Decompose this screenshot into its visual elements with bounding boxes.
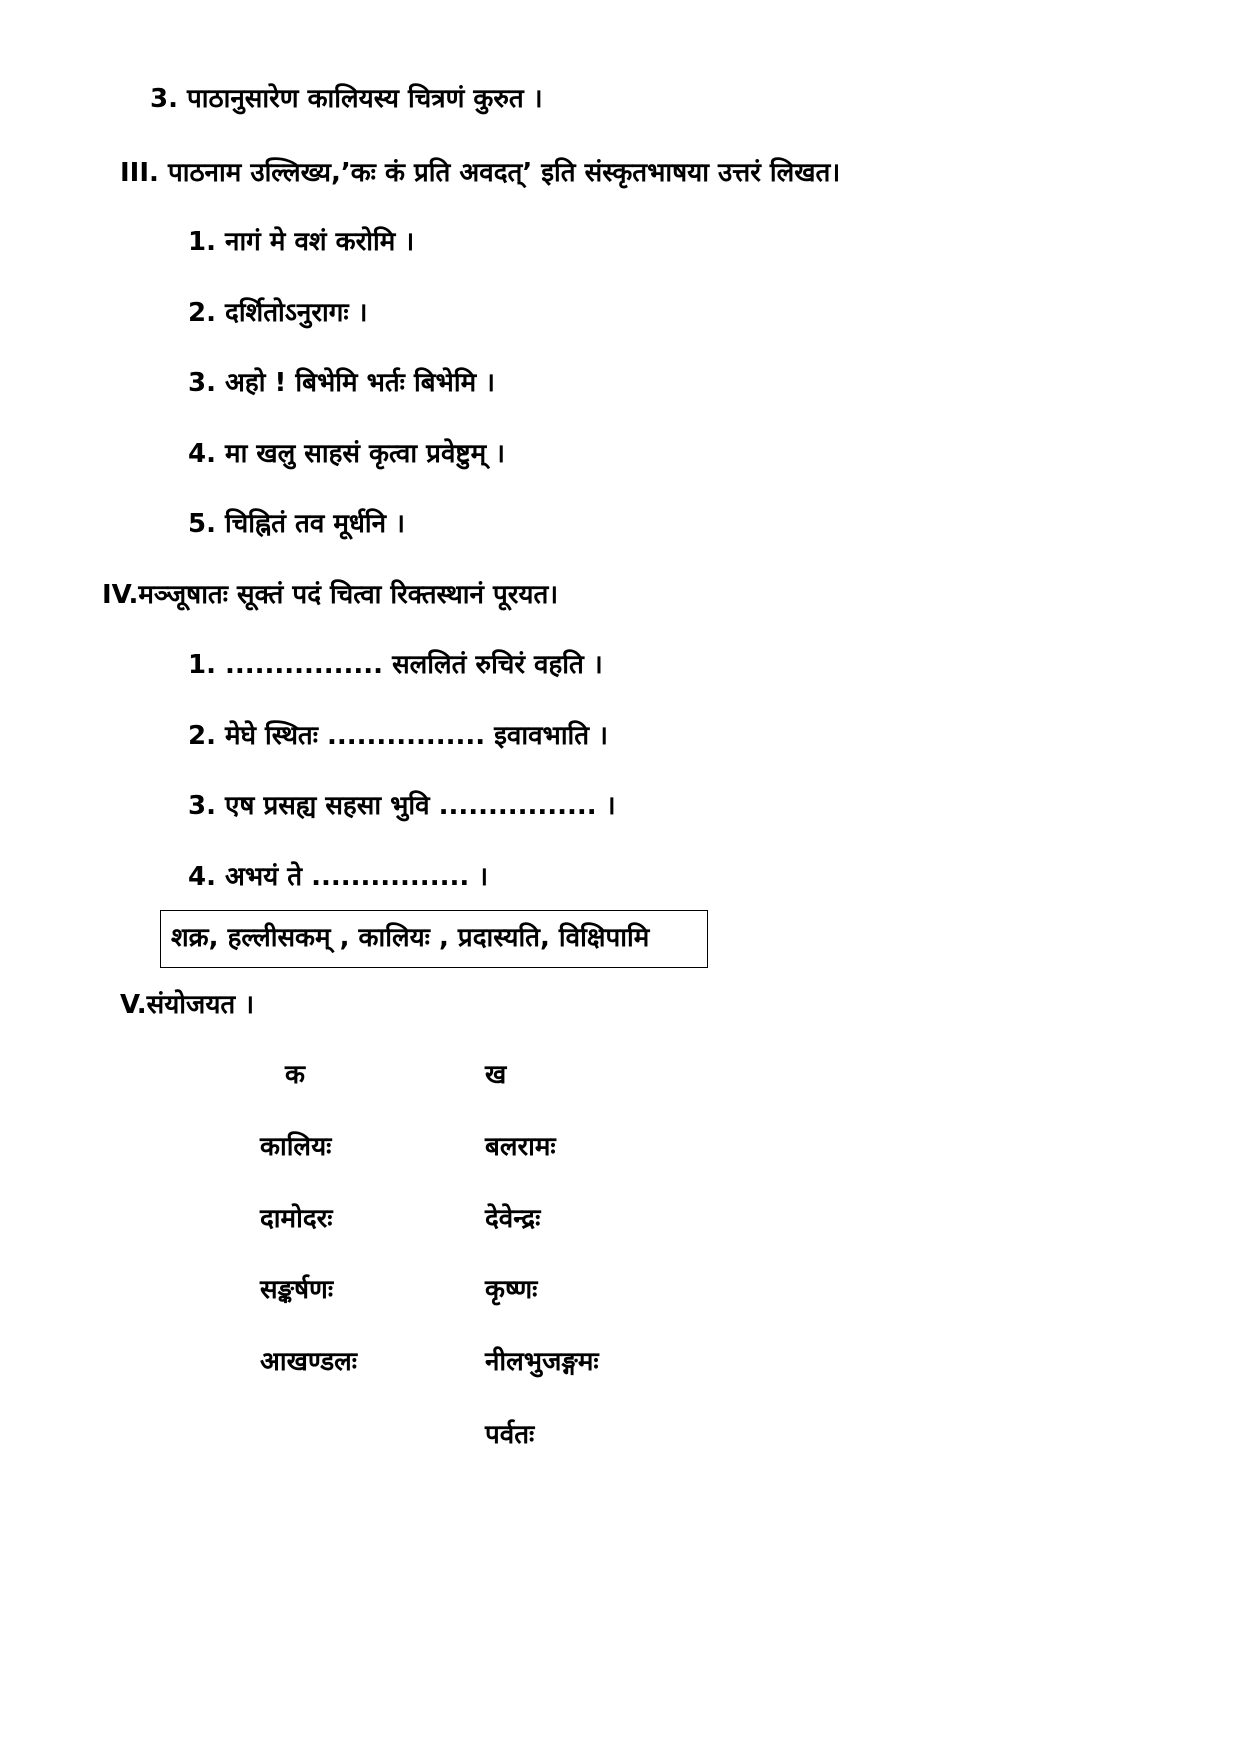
- section-4-item-2: 2. मेघे स्थितः ................ इवावभाति ।: [188, 721, 609, 751]
- column-b-item-3: कृष्णः: [485, 1275, 538, 1305]
- column-b-item-2: देवेन्द्रः: [485, 1204, 541, 1234]
- section-3-item-2: 2. दर्शितोऽनुरागः ।: [188, 298, 368, 328]
- word-box: [160, 910, 708, 968]
- section-4-item-4: 4. अभयं ते ................ ।: [188, 862, 489, 892]
- column-b-item-5: पर्वतः: [485, 1420, 535, 1450]
- section-3-item-5: 5. चिह्नितं तव मूर्धनि ।: [188, 509, 405, 539]
- question-3-item: 3. पाठानुसारेण कालियस्य चित्रणं कुरुत ।: [150, 84, 543, 114]
- column-a-item-3: सङ्कर्षणः: [260, 1275, 334, 1305]
- section-4-item-3: 3. एष प्रसह्य सहसा भुवि ................ ।: [188, 791, 616, 821]
- column-b-item-1: बलरामः: [485, 1132, 556, 1162]
- section-3-item-4: 4. मा खलु साहसं कृत्वा प्रवेष्टुम् ।: [188, 439, 506, 469]
- column-a-item-2: दामोदरः: [260, 1204, 333, 1234]
- section-4-item-1: 1. ................ सललितं रुचिरं वहति ।: [188, 650, 603, 680]
- column-b-header: ख: [485, 1060, 507, 1090]
- section-3-item-1: 1. नागं मे वशं करोमि ।: [188, 227, 415, 257]
- section-4-heading: IV.मञ्जूषातः सूक्तं पदं चित्वा रिक्तस्थानं पूरयत।: [102, 580, 559, 610]
- section-3-heading: III. पाठनाम उल्लिख्य,’कः कं प्रति अवदत्’ इति संस्कृतभाषया उत्तरं लिखत।: [120, 158, 841, 188]
- column-a-item-1: कालियः: [260, 1132, 332, 1162]
- column-b-item-4: नीलभुजङ्गमः: [485, 1347, 599, 1377]
- column-a-item-4: आखण्डलः: [260, 1347, 357, 1377]
- column-a-header: क: [285, 1060, 305, 1090]
- section-3-item-3: 3. अहो ! बिभेमि भर्तः बिभेमि ।: [188, 368, 496, 398]
- section-5-heading: V.संयोजयत ।: [120, 990, 255, 1020]
- word-box-text: शक्र, हल्लीसकम् , कालियः , प्रदास्यति, विक्षिपामि: [171, 923, 650, 953]
